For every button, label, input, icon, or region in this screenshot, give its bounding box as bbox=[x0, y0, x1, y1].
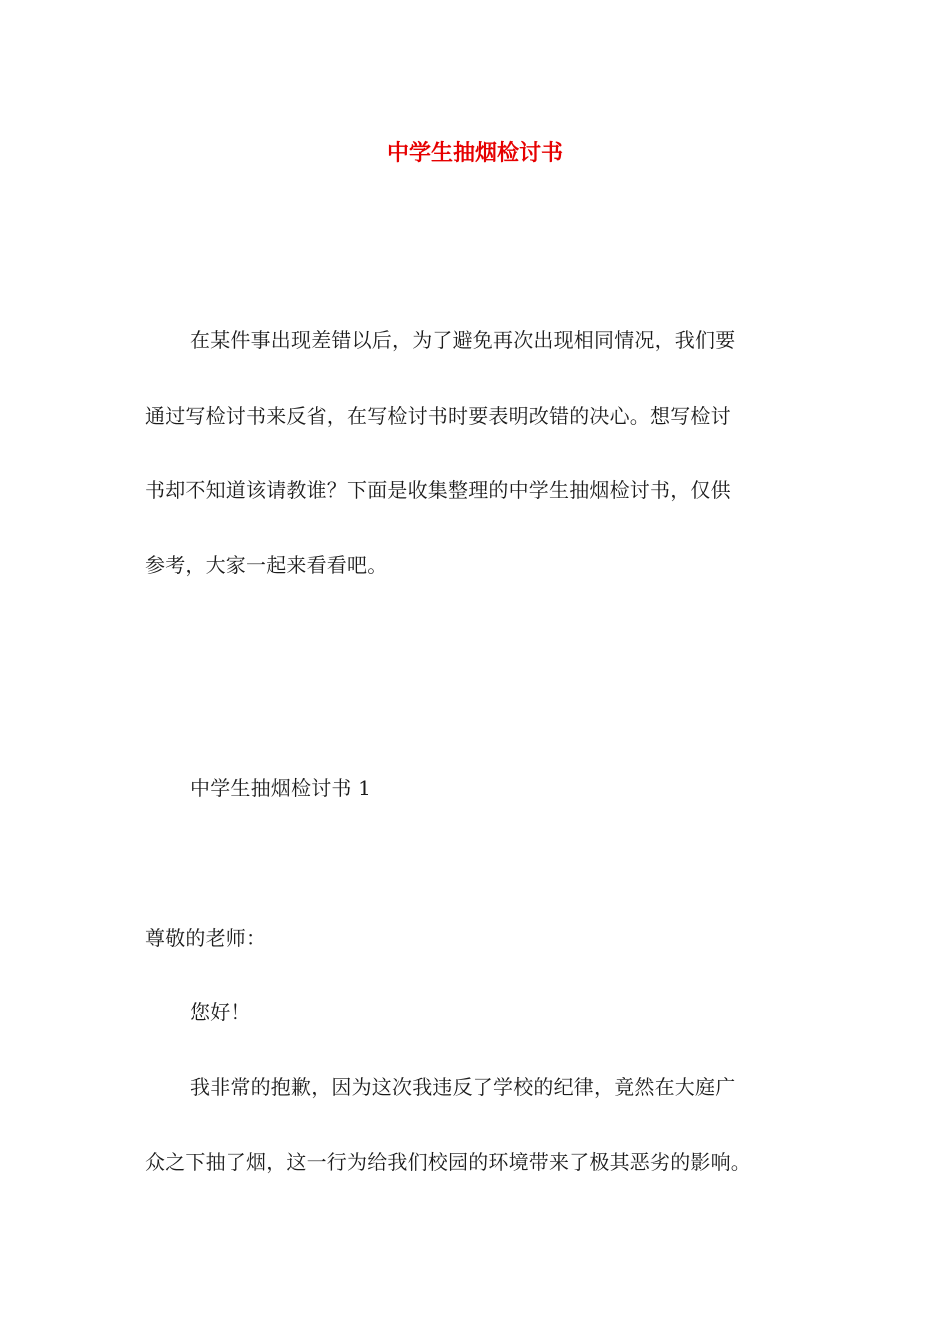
intro-line-1: 在某件事出现差错以后，为了避免再次出现相同情况，我们要 bbox=[190, 328, 736, 352]
intro-line-3: 书却不知道该请教谁？下面是收集整理的中学生抽烟检讨书，仅供 bbox=[145, 478, 731, 502]
section-heading: 中学生抽烟检讨书 1 bbox=[190, 776, 372, 800]
body-line-1: 我非常的抱歉，因为这次我违反了学校的纪律，竟然在大庭广 bbox=[190, 1075, 736, 1099]
body-line-2: 众之下抽了烟，这一行为给我们校园的环境带来了极其恶劣的影响。 bbox=[145, 1150, 751, 1174]
intro-line-4: 参考，大家一起来看看吧。 bbox=[145, 553, 388, 577]
intro-line-2: 通过写检讨书来反省，在写检讨书时要表明改错的决心。想写检讨 bbox=[145, 404, 731, 428]
salutation: 尊敬的老师： bbox=[145, 926, 267, 950]
greeting: 您好！ bbox=[190, 1000, 251, 1024]
document-title: 中学生抽烟检讨书 bbox=[386, 140, 563, 166]
